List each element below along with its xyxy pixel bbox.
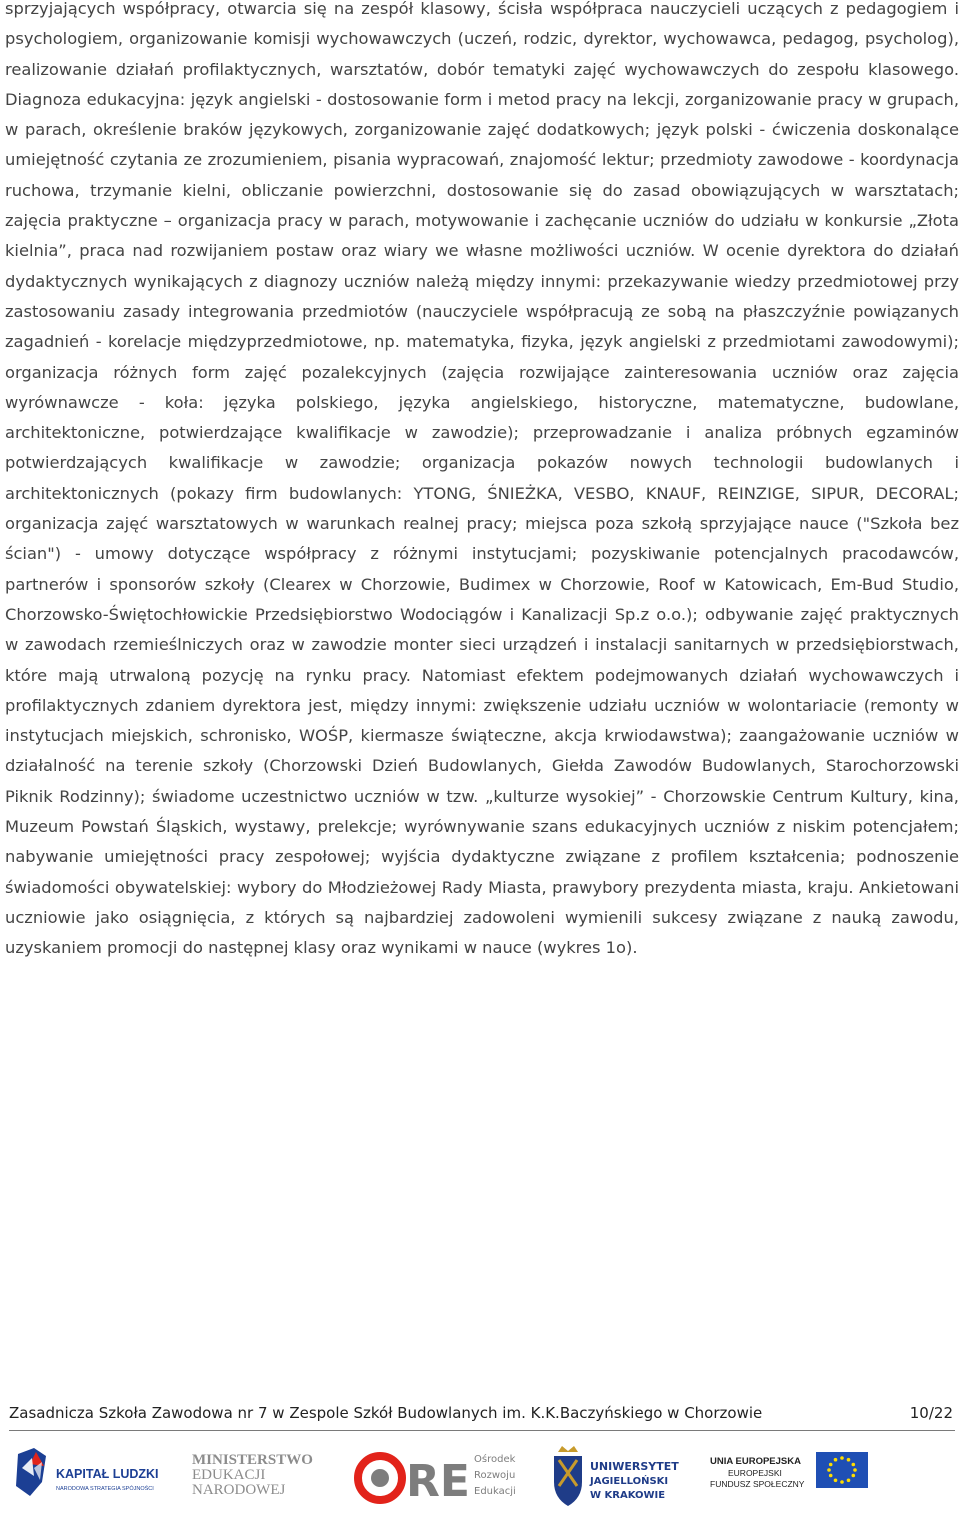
uj-line2: JAGIELLOŃSKI: [590, 1476, 669, 1487]
page-footer: [9, 1400, 955, 1431]
ore-line1: Ośrodek: [474, 1454, 516, 1465]
ore-line3: Edukacji: [474, 1486, 516, 1497]
ore-logo: [350, 1446, 530, 1510]
men-line2: EDUKACJI: [192, 1467, 266, 1483]
uj-line1: UNIWERSYTET: [590, 1460, 679, 1473]
uj-line3: W KRAKOWIE: [590, 1490, 666, 1501]
men-line3: NARODOWEJ: [192, 1482, 286, 1498]
kapital-ludzki-logo: [12, 1446, 172, 1506]
uj-logo: [548, 1446, 688, 1510]
ore-mark: RE: [406, 1456, 470, 1507]
eu-line1: UNIA EUROPEJSKA: [710, 1456, 801, 1467]
men-line1: MINISTERSTWO: [192, 1452, 313, 1468]
eu-logo: [708, 1446, 873, 1506]
sponsor-logos-strip: [0, 1446, 960, 1516]
body-paragraph: sprzyjających współpracy, otwarcia się na zespół klasowy, ścisła współpraca nauczycieli uczących z pedagogiem i psychologiem, organizowanie komisji wychowawczych (uczeń, rodzic, dyrektor, wychowawca, pedagog, psycholog), realizowanie działań profilaktycznych, warsztatów, dobór tematyki zajęć wychowawczych do zespołu klasowego. Diagnoza edukacyjna: język angielski - dostosowanie form i metod pracy na lekcji, zorganizowanie pracy w grupach, w parach, określenie braków językowych, zorganizowanie zajęć dodatkowych; język polski - ćwiczenia doskonalące umiejętność czytania ze zrozumieniem, pisania wypracowań, znajomość lektur; przedmioty zawodowe - koordynacja ruchowa, trzymanie kielni, obliczanie powierzchni, dostosowanie się do zasad obowiązujących w warsztatach; zajęcia praktyczne – organizacja pracy w parach, motywowanie i zachęcanie uczniów do udziału w konkursie „Złota kielnia”, praca nad rozwijaniem postaw oraz wiary we własne możliwości uczniów. W ocenie dyrektora do działań dydaktycznych wynikających z diagnozy uczniów należą między innymi: przekazywanie wiedzy przedmiotowej przy zastosowaniu zasady integrowania przedmiotów (nauczyciele współpracują ze sobą na płaszczyźnie powiązanych zagadnień - korelacje międzyprzedmiotowe, np. matematyka, fizyka, język angielski z przedmiotami zawodowymi); organizacja różnych form zajęć pozalekcyjnych (zajęcia rozwijające zainteresowania uczniów oraz zajęcia wyrównawcze - koła: języka polskiego, języka angielskiego, historyczne, matematyczne, budowlane, architektoniczne, potwierdzające kwalifikacje w zawodzie); przeprowadzanie i analiza próbnych egzaminów potwierdzających kwalifikacje w zawodzie; organizacja pokazów nowych technologii budowlanych i architektonicznych (pokazy firm budowlanych: YTONG, ŚNIEŻKA, VESBO, KNAUF, REINZIGE, SIPUR, DECORAL; organizacja zajęć warsztatowych w warunkach realnej pracy; miejsca poza szkołą sprzyjające nauce ("Szkoła bez ścian") - umowy dotyczące współpracy z różnymi instytucjami; pozyskiwanie potencjalnych pracodawców, partnerów i sponsorów szkoły (Clearex w Chorzowie, Budimex w Chorzowie, Roof w Katowicach, Em-Bud Studio, Chorzowsko-Świętochłowickie Przedsiębiorstwo Wodociągów i Kanalizacji Sp.z o.o.); odbywanie zajęć praktycznych w zawodach rzemieślniczych oraz w zawodzie monter sieci urządzeń i instalacji sanitarnych w przedsiębiorstwach, które mają utrwaloną pozycję na rynku pracy. Natomiast efektem podejmowanych działań wychowawczych i profilaktycznych zdaniem dyrektora jest, między innymi: zwiększenie udziału uczniów w wolontariacie (remonty w instytucjach miejskich, schronisko, WOŚP, kiermasze świąteczne, akcja krwiodawstwa); zaangażowanie uczniów w działalność na terenie szkoły (Chorzowski Dzień Budowlanych, Giełda Zawodów Budowlanych, Starochorzowski Piknik Rodzinny); świadome uczestnictwo uczniów w tzw. „kulturze wysokiej” - Chorzowskie Centrum Kultury, kina, Muzeum Powstań Śląskich, wystawy, prelekcje; wyrównywanie szans edukacyjnych uczniów z niskim potencjałem; nabywanie umiejętności pracy zespołowej; wyjścia dydaktyczne związane z profilem kształcenia; podnoszenie świadomości obywatelskiej: wybory do Młodzieżowej Rady Miasta, prawybory prezydenta miasta, kraju. Ankietowani uczniowie jako osiągnięcia, z których są najbardziej zadowoleni wymienili sukcesy związane z nauką zawodu, uzyskaniem promocji do następnej klasy oraz wynikami w nauce (wykres 1o).: [5, 0, 959, 958]
ore-line2: Rozwoju: [474, 1470, 516, 1481]
footer-school-name: Zasadnicza Szkoła Zawodowa nr 7 w Zespole Szkół Budowlanych im. K.K.Baczyńskiego w Chorzowie: [9, 1404, 763, 1422]
page-number: 10/22: [909, 1404, 953, 1422]
men-logo: [188, 1446, 318, 1506]
kapital-line1: KAPITAŁ LUDZKI: [56, 1467, 159, 1481]
eu-line2: EUROPEJSKI: [728, 1468, 782, 1478]
eu-line3: FUNDUSZ SPOŁECZNY: [710, 1479, 805, 1489]
kapital-line2: NARODOWA STRATEGIA SPÓJNOŚCI: [56, 1486, 154, 1492]
